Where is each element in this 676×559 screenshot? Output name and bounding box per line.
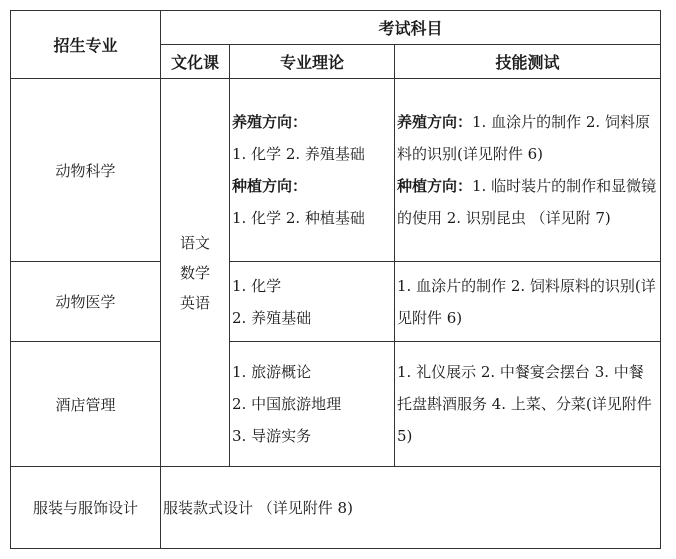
theory-hotel-management <box>230 342 395 467</box>
theory-plant-text: 1. 化学 2. 种植基础 <box>232 209 365 227</box>
skill-breed-text: 1. 血涂片的制作 2. 饲料原料的识别(详见附件 6) <box>397 113 650 163</box>
theory-item: 1. 化学 <box>232 276 282 295</box>
major-header: 招生专业 <box>11 11 161 79</box>
skill-plant-text: 1. 临时装片的制作和显微镜的使用 2. 识别昆虫 （详见附 7) <box>397 177 657 227</box>
theory-animal-science <box>230 79 395 262</box>
skill-breed-label: 养殖方向： <box>397 113 473 131</box>
major-animal-science: 动物科学 <box>11 79 161 262</box>
major-animal-medicine: 动物医学 <box>11 262 161 342</box>
theory-breed-text: 1. 化学 2. 养殖基础 <box>232 145 365 163</box>
culture-subject-chinese: 语文 <box>179 233 210 252</box>
culture-subject-english: 英语 <box>179 293 210 312</box>
exam-subjects-header: 考试科目 <box>161 11 661 45</box>
theory-plant-label: 种植方向： <box>232 177 308 195</box>
skill-plant-label: 种植方向： <box>397 177 473 195</box>
theory-header: 专业理论 <box>230 45 395 79</box>
major-hotel-management: 酒店管理 <box>11 342 161 467</box>
theory-item: 1. 旅游概论 <box>232 363 312 381</box>
skill-hotel-management: 1. 礼仪展示 2. 中餐宴会摆台 3. 中餐托盘斟酒服务 4. 上菜、分菜(详见附件 5) <box>395 342 661 467</box>
theory-item: 2. 养殖基础 <box>232 308 312 327</box>
theory-item: 3. 导游实务 <box>232 427 312 445</box>
skill-animal-medicine: 1. 血涂片的制作 2. 饲料原料的识别(详见附件 6) <box>395 262 661 342</box>
skill-animal-science <box>395 79 661 262</box>
theory-animal-medicine <box>230 262 395 342</box>
fashion-design-subjects: 服装款式设计 （详见附件 8) <box>161 467 661 549</box>
skill-header: 技能测试 <box>395 45 661 79</box>
culture-subject-math: 数学 <box>179 263 210 282</box>
culture-header: 文化课 <box>161 45 230 79</box>
culture-subjects-cell <box>161 79 230 467</box>
exam-subjects-table <box>10 10 661 549</box>
theory-item: 2. 中国旅游地理 <box>232 395 342 413</box>
major-fashion-design: 服装与服饰设计 <box>11 467 161 549</box>
theory-breed-label: 养殖方向： <box>232 113 308 131</box>
